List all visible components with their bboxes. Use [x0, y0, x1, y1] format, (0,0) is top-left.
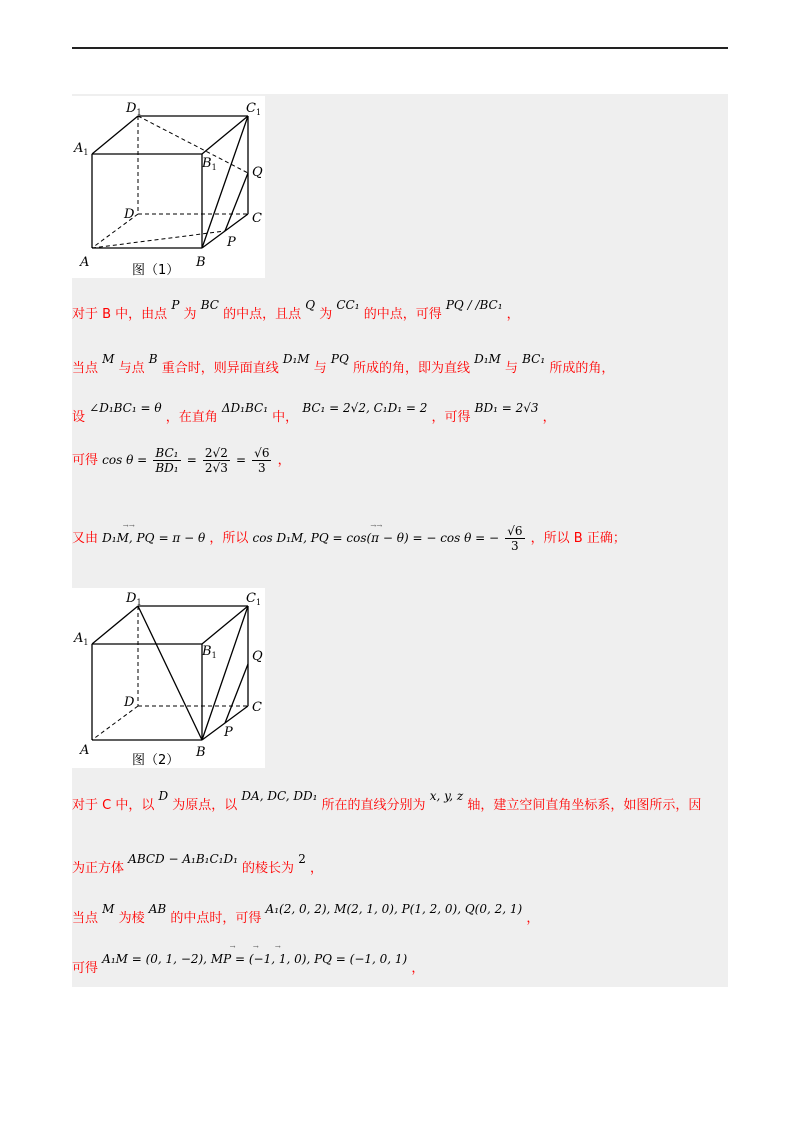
vector-expression: → → cos D₁M, PQ = cos(π − θ) = − cos θ = −: [252, 522, 500, 545]
label-b: B: [196, 745, 206, 760]
label-a: A: [80, 255, 90, 270]
label-c1: $C_1$: [246, 591, 262, 607]
label-d: D: [124, 695, 135, 710]
label-b1: $B_1$: [202, 156, 217, 172]
label-d: D: [124, 207, 135, 222]
header-rule: [72, 47, 728, 49]
vector-expression: → → → A₁M = (0, 1, −2), MP = (−1, 1, 0), PQ = (−1, 0, 1): [102, 943, 408, 966]
label-c1: $C_1$: [246, 101, 262, 117]
vector-expression: → → D₁M, PQ: [102, 522, 155, 545]
para-c-line-4: 可得 → → → A₁M = (0, 1, −2), MP = (−1, 1, 0), PQ = (−1, 0, 1) ，: [72, 943, 425, 976]
para-c-line-3: 当点 M 为棱 AB 的中点时，可得 A₁(2, 0, 2), M(2, 1, 0), P(1, 2, 0), Q(0, 2, 1) ，: [72, 902, 540, 926]
label-a: A: [80, 743, 90, 758]
label-d1: $D_1$: [126, 591, 142, 607]
label-a1: $A_1$: [74, 631, 89, 647]
label-d1: $D_1$: [126, 101, 142, 117]
label-b: B: [196, 255, 206, 270]
figure-2-caption: 图（2）: [132, 753, 180, 768]
fraction: $\frac{√6}{3}$: [254, 446, 270, 475]
cube-diagram-2: [72, 588, 265, 768]
figure-2: [72, 588, 265, 768]
label-c: C: [252, 211, 262, 226]
label-q: Q: [252, 165, 263, 180]
label-b1: $B_1$: [202, 644, 217, 660]
para-b-line-2: 当点 M 与点 B 重合时，则异面直线 D₁M 与 PQ 所成的角，即为直线 D₁M 与 BC₁ 所成的角，: [72, 352, 615, 376]
label-q: Q: [252, 649, 263, 664]
label-a1: $A_1$: [74, 141, 89, 157]
para-b-line-5: 又由 → → D₁M, PQ = π − θ ，所以 → → cos D₁M, PQ = cos(π − θ) = − cos θ = − $\frac{√6}{3}$ ，所以 B 正确；: [72, 522, 626, 553]
para-c-line-2: 为正方体 ABCD − A₁B₁C₁D₁ 的棱长为 2 ，: [72, 852, 323, 876]
fraction: $\frac{√6}{3}$: [507, 524, 523, 553]
figure-1: [72, 96, 265, 278]
fraction: $\frac{\text{BC₁}}{\text{BD₁}}$: [155, 446, 179, 475]
label-c: C: [252, 700, 262, 715]
label-p: P: [227, 235, 236, 250]
cube-diagram-1: [72, 96, 265, 278]
para-b-line-4: 可得 cos θ = $\frac{\text{BC₁}}{\text{BD₁}}$ = $\frac{2√2}{2√3}$ = $\frac{√6}{3}$ ，: [72, 446, 291, 475]
figure-1-caption: 图（1）: [132, 263, 180, 278]
label-p: P: [224, 725, 233, 740]
fraction: $\frac{2√2}{2√3}$: [204, 446, 228, 475]
para-b-line-3: 设 ∠D₁BC₁ = θ ，在直角 ΔD₁BC₁ 中， BC₁ = 2√2, C₁D₁ = 2 ，可得 BD₁ = 2√3 ，: [72, 401, 556, 425]
para-c-line-1: 对于 C 中，以 D 为原点，以 DA, DC, DD₁ 所在的直线分别为 x, y, z 轴，建立空间直角坐标系，如图所示，因: [72, 789, 702, 813]
para-b-line-1: 对于 B 中，由点 P 为 BC 的中点，且点 Q 为 CC₁ 的中点，可得 PQ / /BC₁ ，: [72, 298, 520, 322]
